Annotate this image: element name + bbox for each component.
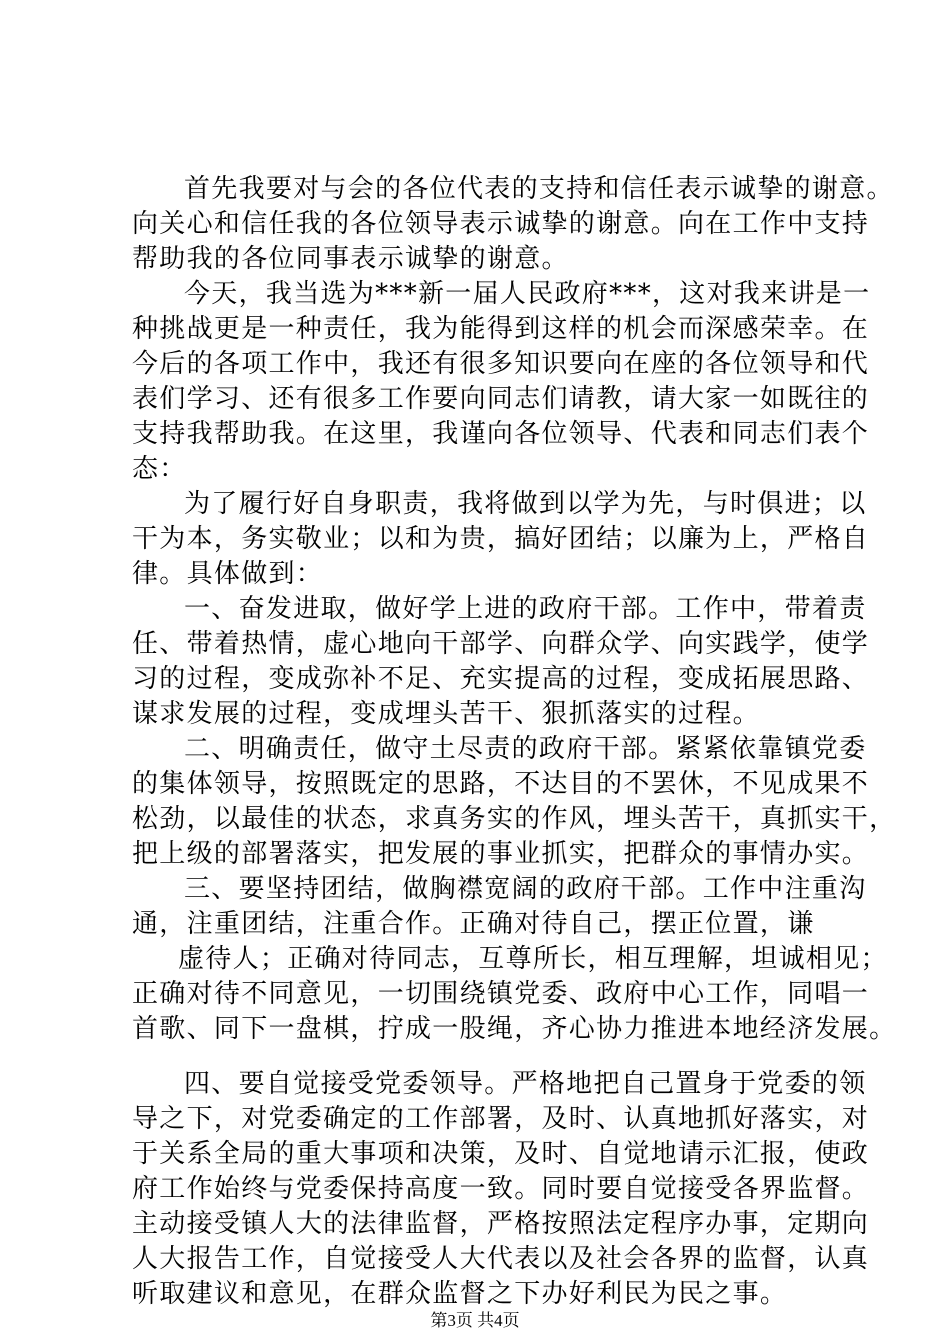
paragraph-line: 松劲，以最佳的状态，求真务实的作风，埋头苦干，真抓实干，	[132, 804, 897, 834]
paragraph-line: 首先我要对与会的各位代表的支持和信任表示诚挚的谢意。	[184, 174, 894, 204]
paragraph-line: 二、明确责任，做守土尽责的政府干部。紧紧依靠镇党委	[184, 734, 867, 764]
paragraph-line: 于关系全局的重大事项和决策，及时、自觉地请示汇报，使政	[132, 1139, 870, 1169]
paragraph-line: 今后的各项工作中，我还有很多知识要向在座的各位领导和代	[132, 349, 870, 379]
paragraph-line: 为了履行好自身职责，我将做到以学为先，与时俱进；以	[184, 489, 867, 519]
paragraph-line: 三、要坚持团结，做胸襟宽阔的政府干部。工作中注重沟	[184, 874, 867, 904]
paragraph-line: 府工作始终与党委保持高度一致。同时要自觉接受各界监督。	[132, 1174, 870, 1204]
paragraph-line: 向关心和信任我的各位领导表示诚挚的谢意。向在工作中支持	[132, 209, 870, 239]
paragraph-line: 的集体领导，按照既定的思路，不达目的不罢休，不见成果不	[132, 769, 870, 799]
paragraph-line: 人大报告工作，自觉接受人大代表以及社会各界的监督，认真	[132, 1244, 870, 1274]
paragraph-line: 干为本，务实敬业；以和为贵，搞好团结；以廉为上，严格自	[132, 524, 870, 554]
paragraph-line: 任、带着热情，虚心地向干部学、向群众学、向实践学，使学	[132, 629, 870, 659]
paragraph-line: 种挑战更是一种责任，我为能得到这样的机会而深感荣幸。在	[132, 314, 870, 344]
paragraph-line: 谋求发展的过程，变成埋头苦干、狠抓落实的过程。	[132, 699, 760, 729]
paragraph-line: 律。具体做到：	[132, 559, 324, 589]
paragraph-line: 通，注重团结，注重合作。正确对待自己，摆正位置，谦	[132, 909, 815, 939]
paragraph-line: 主动接受镇人大的法律监督，严格按照法定程序办事，定期向	[132, 1209, 870, 1239]
paragraph-line: 听取建议和意见，在群众监督之下办好利民为民之事。	[132, 1279, 788, 1309]
paragraph-line: 导之下，对党委确定的工作部署，及时、认真地抓好落实，对	[132, 1104, 870, 1134]
paragraph-line: 首歌、同下一盘棋，拧成一股绳，齐心协力推进本地经济发展。	[132, 1014, 897, 1044]
paragraph-line: 帮助我的各位同事表示诚挚的谢意。	[132, 244, 569, 274]
paragraph-line: 四、要自觉接受党委领导。严格地把自己置身于党委的领	[184, 1069, 867, 1099]
paragraph-line: 把上级的部署落实，把发展的事业抓实，把群众的事情办实。	[132, 839, 870, 869]
paragraph-line: 支持我帮助我。在这里，我谨向各位领导、代表和同志们表个	[132, 419, 870, 449]
paragraph-line: 正确对待不同意见，一切围绕镇党委、政府中心工作，同唱一	[132, 979, 870, 1009]
page-footer: 第3页 共4页	[430, 1311, 520, 1330]
paragraph-line: 一、奋发进取，做好学上进的政府干部。工作中，带着责	[184, 594, 867, 624]
paragraph-line: 今天，我当选为***新一届人民政府***，这对我来讲是一	[184, 279, 871, 309]
paragraph-line: 表们学习、还有很多工作要向同志们请教，请大家一如既往的	[132, 384, 870, 414]
paragraph-line: 虚待人；正确对待同志，互尊所长，相互理解，坦诚相见；	[178, 944, 888, 974]
paragraph-line: 习的过程，变成弥补不足、充实提高的过程，变成拓展思路、	[132, 664, 870, 694]
paragraph-line: 态：	[132, 454, 187, 484]
